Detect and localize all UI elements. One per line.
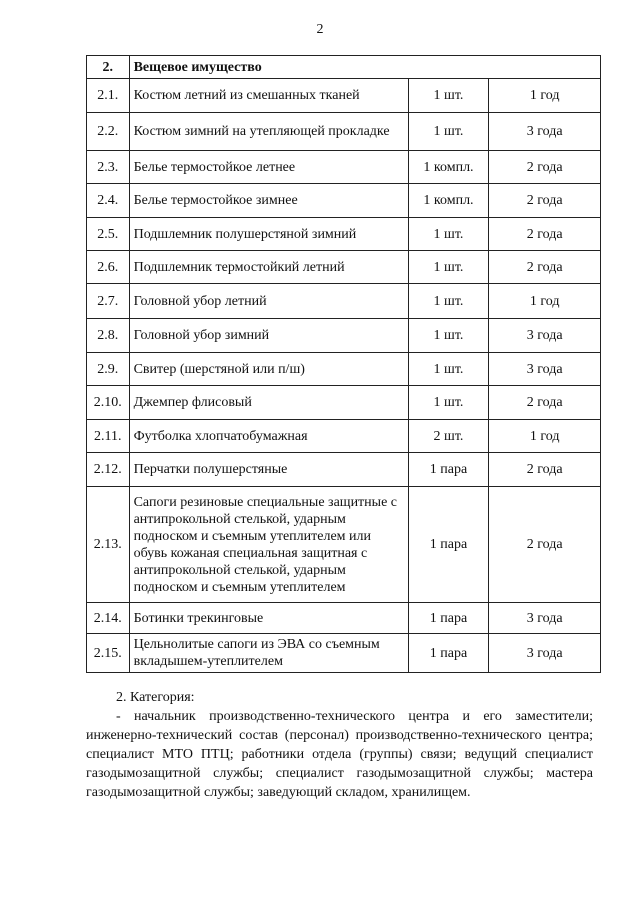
section-number: 2. — [87, 56, 130, 79]
row-quantity: 1 пара — [408, 603, 489, 634]
row-quantity: 1 пара — [408, 634, 489, 673]
row-quantity: 1 шт. — [408, 218, 489, 251]
row-item-name: Джемпер флисовый — [129, 386, 408, 420]
row-term: 2 года — [489, 151, 601, 184]
row-quantity: 1 компл. — [408, 151, 489, 184]
table-row — [87, 251, 601, 284]
row-item-name: Головной убор зимний — [129, 319, 408, 353]
row-item-name: Футболка хлопчатобумажная — [129, 420, 408, 453]
row-item-name: Подшлемник термостойкий летний — [129, 251, 408, 284]
row-item-name: Белье термостойкое летнее — [129, 151, 408, 184]
table-row — [87, 151, 601, 184]
row-quantity: 1 шт. — [408, 353, 489, 386]
row-term: 3 года — [489, 353, 601, 386]
category-title: 2. Категория: — [116, 690, 195, 705]
row-quantity: 1 шт. — [408, 251, 489, 284]
row-number: 2.15. — [87, 634, 130, 673]
page-number: 2 — [316, 22, 324, 37]
row-item-name: Костюм зимний на утепляющей прокладке — [129, 113, 408, 151]
table-row — [87, 184, 601, 218]
row-item-name: Перчатки полушерстяные — [129, 453, 408, 487]
table-row — [87, 634, 601, 673]
row-number: 2.11. — [87, 420, 130, 453]
table-row — [87, 319, 601, 353]
row-number: 2.8. — [87, 319, 130, 353]
row-quantity: 1 пара — [408, 453, 489, 487]
row-item-name: Цельнолитые сапоги из ЭВА со съемным вкладышем-утеплителем — [129, 634, 408, 673]
row-item-name: Ботинки трекинговые — [129, 603, 408, 634]
items-table — [86, 55, 601, 673]
row-item-name: Сапоги резиновые специальные защитные с антипрокольной стелькой, ударным подноском и съемным утеплителем или обувь кожаная специальная защитная с антипрокольной стелькой, ударным подноском и съемным утеплителем — [129, 487, 408, 603]
row-term: 2 года — [489, 218, 601, 251]
row-item-name: Свитер (шерстяной или п/ш) — [129, 353, 408, 386]
category-section — [86, 688, 593, 802]
row-term: 2 года — [489, 487, 601, 603]
row-term: 1 год — [489, 284, 601, 319]
row-term: 2 года — [489, 184, 601, 218]
row-number: 2.9. — [87, 353, 130, 386]
table-row — [87, 386, 601, 420]
row-number: 2.6. — [87, 251, 130, 284]
row-term: 3 года — [489, 319, 601, 353]
row-term: 2 года — [489, 386, 601, 420]
row-item-name: Подшлемник полушерстяной зимний — [129, 218, 408, 251]
table-row — [87, 218, 601, 251]
row-number: 2.3. — [87, 151, 130, 184]
table-row — [87, 420, 601, 453]
row-quantity: 1 шт. — [408, 319, 489, 353]
row-number: 2.10. — [87, 386, 130, 420]
row-item-name: Белье термостойкое зимнее — [129, 184, 408, 218]
row-quantity: 1 шт. — [408, 113, 489, 151]
row-number: 2.7. — [87, 284, 130, 319]
row-number: 2.5. — [87, 218, 130, 251]
row-item-name: Костюм летний из смешанных тканей — [129, 79, 408, 113]
table-row — [87, 603, 601, 634]
row-term: 1 год — [489, 79, 601, 113]
row-item-name: Головной убор летний — [129, 284, 408, 319]
table-row — [87, 487, 601, 603]
row-number: 2.4. — [87, 184, 130, 218]
table-section-header — [87, 56, 601, 79]
row-term: 3 года — [489, 634, 601, 673]
table-row — [87, 113, 601, 151]
row-quantity: 1 шт. — [408, 79, 489, 113]
row-term: 2 года — [489, 251, 601, 284]
section-title: Вещевое имущество — [129, 56, 600, 79]
row-term: 3 года — [489, 113, 601, 151]
row-number: 2.2. — [87, 113, 130, 151]
table-row — [87, 79, 601, 113]
row-number: 2.1. — [87, 79, 130, 113]
row-quantity: 1 шт. — [408, 284, 489, 319]
row-term: 2 года — [489, 453, 601, 487]
row-number: 2.13. — [87, 487, 130, 603]
category-text: - начальник производственно-технического центра и его заместители; инженерно-технический состав (персонал) производственно-технического центра; специалист МТО ПТЦ; работники отдела (группы) связи; ведущий специалист газодымозащитной службы; специалист газодымозащитной службы; мастера газодымозащитной службы; заведующий складом, хранилищем. — [86, 709, 593, 800]
row-term: 3 года — [489, 603, 601, 634]
row-quantity: 2 шт. — [408, 420, 489, 453]
row-term: 1 год — [489, 420, 601, 453]
row-quantity: 1 пара — [408, 487, 489, 603]
table-row — [87, 353, 601, 386]
row-number: 2.14. — [87, 603, 130, 634]
table-row — [87, 284, 601, 319]
table-row — [87, 453, 601, 487]
row-quantity: 1 шт. — [408, 386, 489, 420]
row-quantity: 1 компл. — [408, 184, 489, 218]
row-number: 2.12. — [87, 453, 130, 487]
